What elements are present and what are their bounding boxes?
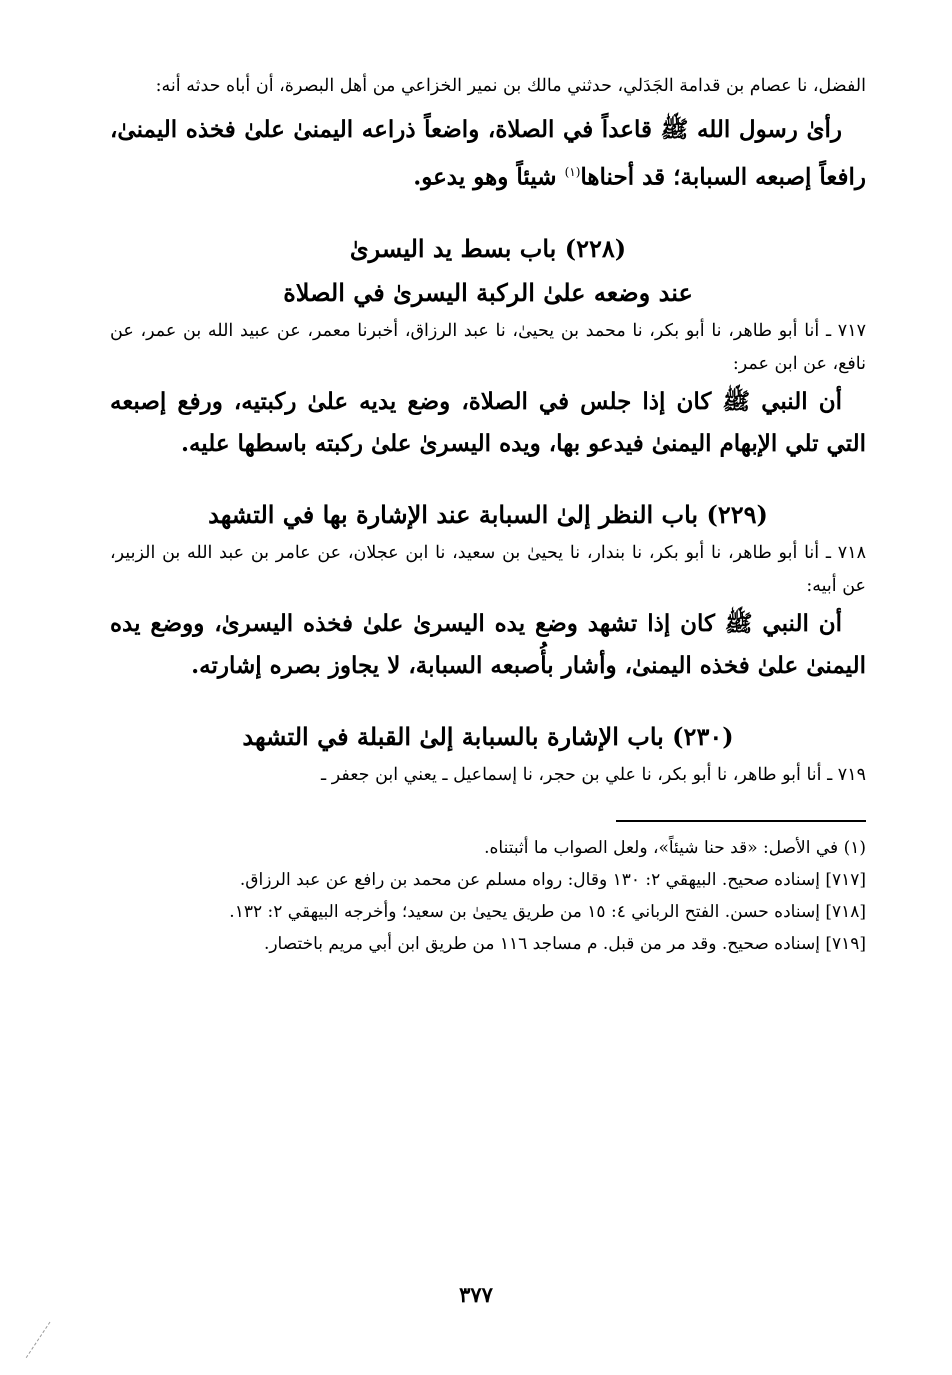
footnote-1: (١) في الأصل: «قد حنا شيئاً»، ولعل الصواب ما أثبتناه. [484, 837, 866, 858]
footnote-718: [٧١٨] إسناده حسن. الفتح الرباني ٤: ١٥ من طريق يحيىٰ بن سعيد؛ وأخرجه البيهقي ٢: ١٣٢. [229, 901, 866, 922]
footnote-separator [616, 820, 866, 822]
chapter-230-title: (٢٣٠) باب الإشارة بالسبابة إلىٰ القبلة في التشهد [242, 721, 734, 751]
chapter-228-title-line1: (٢٢٨) باب بسط يد اليسرىٰ [349, 233, 627, 263]
top-hadith-end: شيئاً وهو يدعو. [413, 163, 565, 191]
hadith-719-isnad: ٧١٩ ـ أنا أبو طاهر، نا أبو بكر، نا علي بن حجر، نا إسماعيل ـ يعني ابن جعفر ـ [321, 764, 866, 785]
top-continuation: الفضل، نا عصام بن قدامة الجَدَلي، حدثني مالك بن نمير الخزاعي من أهل البصرة، أن أباه حدثه أنه: [155, 76, 866, 96]
hadith-717-isnad: ٧١٧ ـ أنا أبو طاهر، نا أبو بكر، نا محمد بن يحيىٰ، نا عبد الرزاق، أخبرنا معمر، عن عبيد الله بن عمر، عن نافع، عن ابن عمر: [110, 320, 866, 374]
hadith-717-matn: أن النبي ﷺ كان إذا جلس في الصلاة، وضع يديه علىٰ ركبتيه، ورفع إصبعه التي تلي الإبهام اليمنىٰ فيدعو بها، ويده اليسرىٰ علىٰ ركبته باسطها عليه. [110, 387, 866, 457]
footnote-marker: (١) [564, 165, 581, 179]
scan-artifact-line [22, 1320, 52, 1360]
footnote-719: [٧١٩] إسناده صحيح. وقد مر من قبل. م مساجد ١١٦ من طريق ابن أبي مريم باختصار. [263, 933, 866, 954]
book-page [110, 70, 866, 960]
footnote-717: [٧١٧] إسناده صحيح. البيهقي ٢: ١٣٠ وقال: رواه مسلم عن محمد بن رافع عن عبد الرزاق. [239, 869, 866, 890]
chapter-229-title: (٢٢٩) باب النظر إلىٰ السبابة عند الإشارة بها في التشهد [208, 499, 768, 529]
hadith-718-matn: أن النبي ﷺ كان إذا تشهد وضع يده اليسرىٰ علىٰ فخذه اليسرىٰ، ووضع يده اليمنىٰ علىٰ فخذه اليمنىٰ، وأشار بأُصبعه السبابة، لا يجاوز بصره إشارته. [110, 609, 866, 679]
top-hadith-text [110, 109, 866, 199]
chapter-228-title-line2: عند وضعه علىٰ الركبة اليسرىٰ في الصلاة [283, 277, 693, 307]
hadith-718-isnad: ٧١٨ ـ أنا أبو طاهر، نا أبو بكر، نا بندار، نا يحيىٰ بن سعيد، نا ابن عجلان، عن عامر بن عبد الله بن الزبير، عن أبيه: [110, 542, 866, 596]
top-hadith-main: رأىٰ رسول الله ﷺ قاعداً في الصلاة، واضعاً ذراعه اليمنىٰ علىٰ فخذه اليمنىٰ، رافعاً إصبعه السبابة؛ قد أحناها [110, 116, 866, 191]
page-number: ٣٧٧ [459, 1282, 493, 1307]
